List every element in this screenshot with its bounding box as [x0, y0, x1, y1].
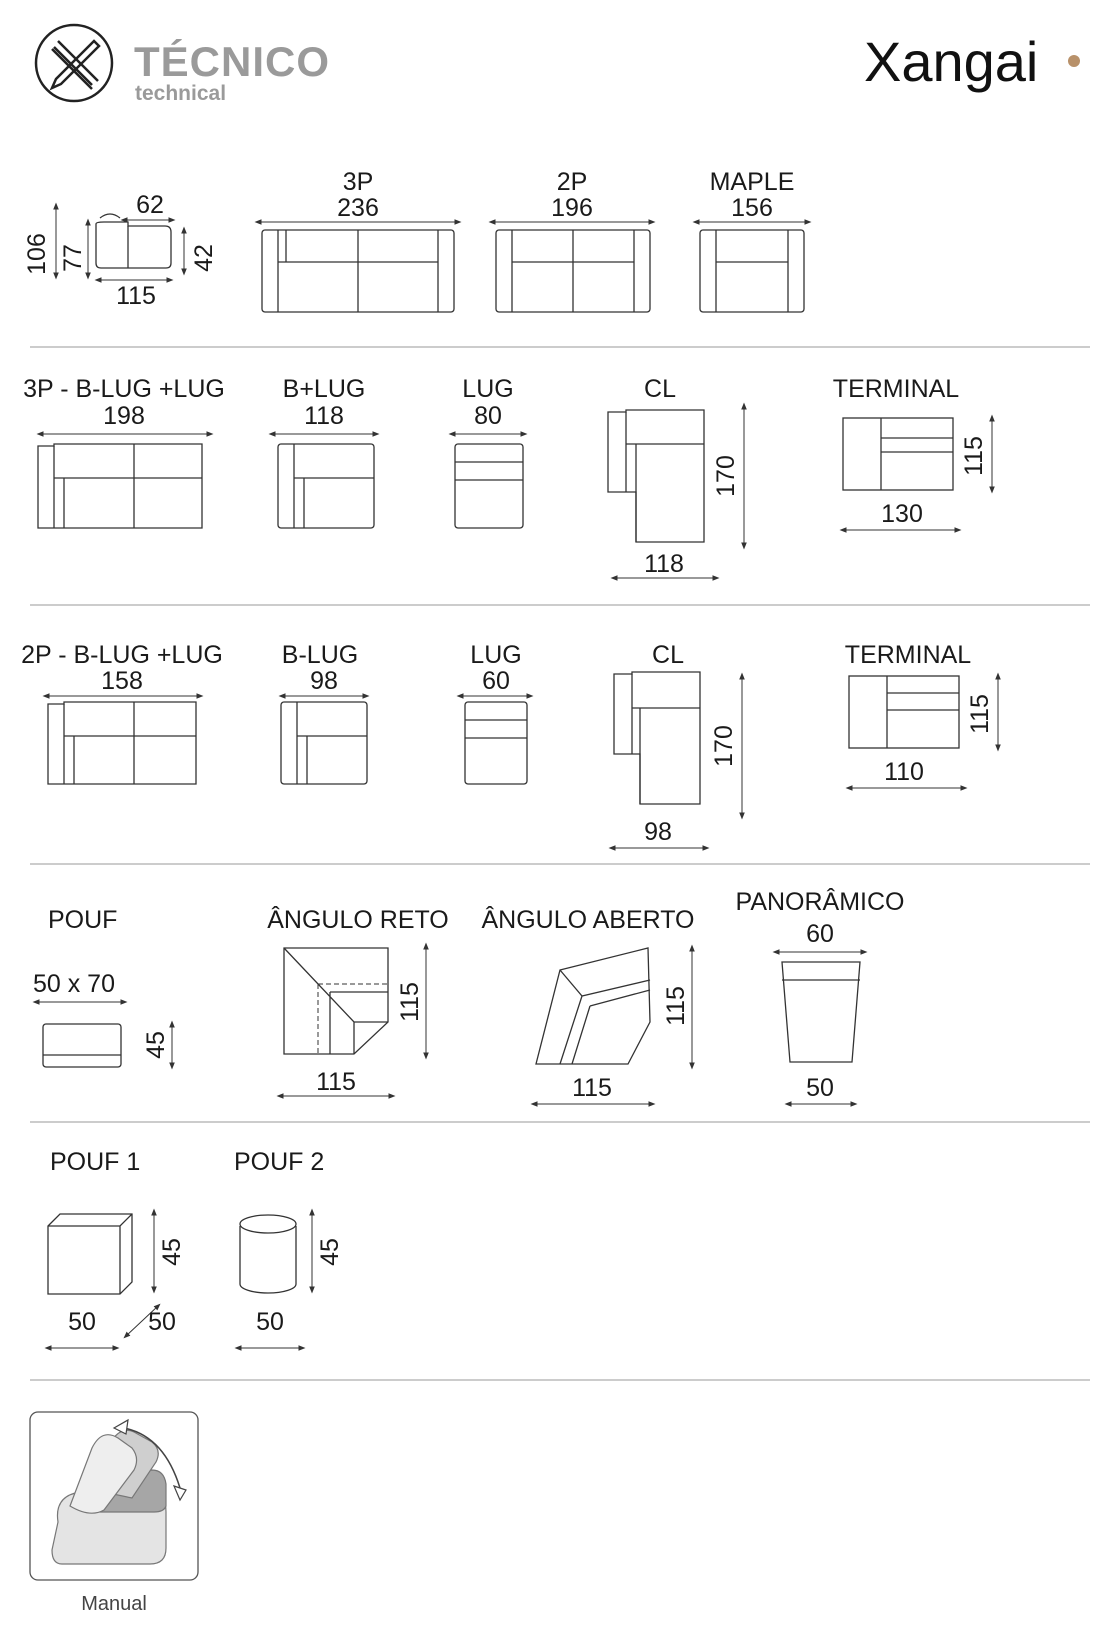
module-terminal-110 — [845, 641, 998, 788]
module-2p-width: 196 — [551, 194, 593, 222]
mechanism-label: Manual — [81, 1593, 147, 1615]
module-terminal-110-label: TERMINAL — [844, 641, 972, 669]
module-cl-118 — [608, 375, 744, 578]
module-2p-blug-lug-label: 2P - B-LUG +LUG — [21, 641, 223, 669]
dim-depth: 115 — [116, 282, 156, 310]
module-pouf-2-height: 45 — [316, 1238, 344, 1266]
module-pouf-height: 45 — [142, 1031, 170, 1059]
module-cl-98-label: CL — [652, 641, 684, 669]
module-cl-98-width: 98 — [644, 818, 672, 846]
module-pouf-1 — [48, 1148, 186, 1348]
module-terminal-110-depth: 115 — [966, 694, 994, 734]
module-3p-blug-lug-label: 3P - B-LUG +LUG — [23, 375, 225, 403]
module-b-lug-width: 98 — [310, 667, 338, 695]
module-angulo-aberto-label: ÂNGULO ABERTO — [481, 906, 695, 934]
dim-arm-depth: 62 — [136, 191, 164, 219]
module-b-lug — [281, 641, 367, 784]
technical-logo — [36, 25, 330, 105]
module-cl-98 — [612, 641, 742, 848]
brand-name: Xangai — [864, 30, 1039, 93]
module-lug-60-width: 60 — [482, 667, 510, 695]
module-b-plus-lug-width: 118 — [304, 402, 344, 430]
logo-main-text: TÉCNICO — [134, 38, 330, 85]
module-pouf-2-label: POUF 2 — [234, 1148, 325, 1176]
module-angulo-aberto-width: 115 — [572, 1074, 612, 1102]
brand-dot — [1068, 55, 1080, 67]
module-panoramico-label: PANORÂMICO — [735, 888, 905, 916]
module-3p-blug-lug-width: 198 — [103, 402, 145, 430]
module-cl-118-depth: 170 — [712, 455, 740, 497]
module-2p — [492, 168, 652, 312]
module-angulo-reto-depth: 115 — [396, 982, 424, 1022]
module-terminal-130-width: 130 — [881, 500, 923, 528]
module-terminal-130 — [833, 375, 992, 530]
module-3p-blug-lug — [23, 375, 225, 528]
dim-arm-height: 42 — [190, 244, 218, 272]
module-b-plus-lug-label: B+LUG — [282, 375, 366, 403]
module-pouf — [33, 906, 172, 1067]
module-angulo-reto-label: ÂNGULO RETO — [267, 906, 449, 934]
pencil-ruler-icon — [36, 25, 112, 101]
module-pouf-1-width: 50 — [68, 1308, 96, 1336]
mechanism-manual — [30, 1412, 198, 1615]
module-2p-blug-lug-width: 158 — [101, 667, 143, 695]
module-3p — [258, 168, 458, 312]
module-terminal-130-depth: 115 — [960, 436, 988, 476]
module-angulo-aberto — [481, 905, 694, 1104]
module-3p-width: 236 — [337, 194, 379, 222]
dim-total-height: 106 — [23, 233, 51, 275]
module-3p-label: 3P — [342, 168, 374, 196]
module-2p-blug-lug — [21, 641, 223, 784]
module-maple-width: 156 — [731, 194, 773, 222]
module-pouf-1-height: 45 — [158, 1238, 186, 1266]
module-cl-98-depth: 170 — [710, 725, 738, 767]
module-pouf-1-label: POUF 1 — [50, 1148, 141, 1176]
side-profile — [23, 191, 218, 310]
module-b-plus-lug — [272, 375, 376, 528]
module-pouf-size: 50 x 70 — [32, 970, 116, 998]
module-cl-118-label: CL — [644, 375, 676, 403]
module-maple-label: MAPLE — [709, 168, 795, 196]
module-terminal-130-label: TERMINAL — [832, 375, 960, 403]
module-cl-118-width: 118 — [644, 550, 684, 578]
module-b-lug-label: B-LUG — [281, 641, 359, 669]
module-angulo-reto-width: 115 — [316, 1068, 356, 1096]
module-lug-80-width: 80 — [474, 402, 502, 430]
module-lug-60 — [460, 641, 530, 784]
module-lug-80-label: LUG — [462, 375, 514, 403]
module-panoramico-bottom-width: 50 — [806, 1074, 834, 1102]
module-angulo-aberto-depth: 115 — [662, 986, 690, 1026]
logo-sub-text: technical — [135, 82, 227, 105]
module-pouf-2 — [234, 1148, 344, 1348]
module-panoramico-top-width: 60 — [806, 920, 834, 948]
module-lug-80 — [452, 375, 524, 528]
module-panoramico — [736, 887, 905, 1104]
module-pouf-1-depth: 50 — [148, 1308, 176, 1336]
module-angulo-reto — [267, 905, 449, 1096]
module-pouf-2-diameter: 50 — [256, 1308, 284, 1336]
module-pouf-label: POUF — [48, 906, 118, 934]
dim-seat-height: 77 — [59, 244, 87, 272]
module-2p-label: 2P — [556, 168, 588, 196]
module-lug-60-label: LUG — [470, 641, 522, 669]
module-terminal-110-width: 110 — [884, 758, 924, 786]
module-maple — [696, 168, 808, 312]
